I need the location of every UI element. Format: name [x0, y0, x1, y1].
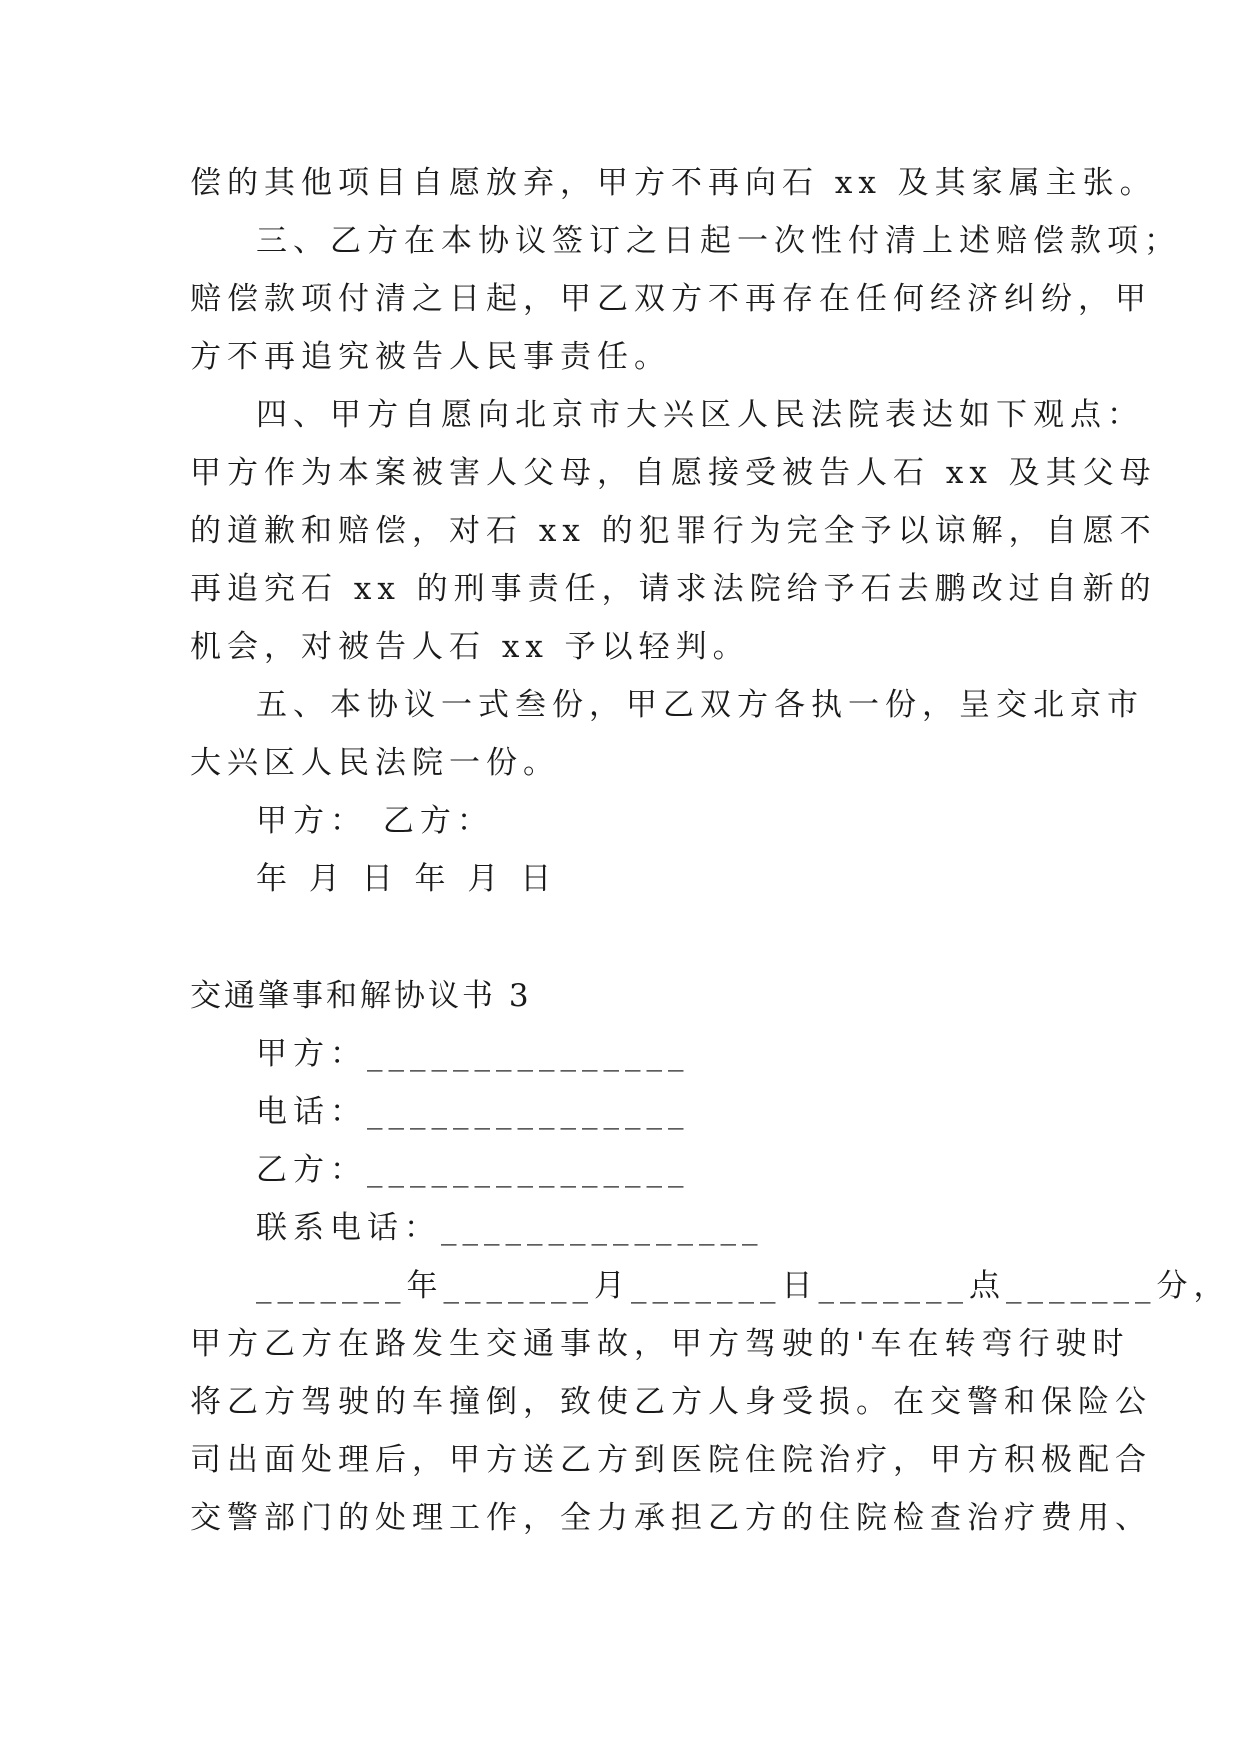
party-a-field: 甲方：_______________: [256, 1036, 690, 1072]
paragraph-line: 大兴区人民法院一份。: [190, 745, 560, 781]
paragraph-line: 交警部门的处理工作，全力承担乙方的住院检查治疗费用、: [190, 1500, 1152, 1536]
paragraph-line: 甲方乙方在路发生交通事故，甲方驾驶的'车在转弯行驶时: [190, 1326, 1130, 1362]
signature-date-line: 年 月 日 年 月 日: [256, 861, 558, 897]
clause-four-line: 四、甲方自愿向北京市大兴区人民法院表达如下观点：: [256, 397, 1144, 433]
clause-five-line: 五、本协议一式叁份，甲乙双方各执一份，呈交北京市: [256, 687, 1144, 723]
contact-phone-field: 联系电话：_______________: [256, 1210, 764, 1246]
agreement-title: 交通肇事和解协议书 3: [190, 978, 532, 1014]
clause-three-line: 三、乙方在本协议签订之日起一次性付清上述赔偿款项；: [256, 223, 1181, 259]
paragraph-line: 再追究石 xx 的刑事责任，请求法院给予石去鹏改过自新的: [190, 571, 1157, 607]
signature-parties-line: 甲方： 乙方：: [256, 803, 494, 839]
paragraph-line: 偿的其他项目自愿放弃，甲方不再向石 xx 及其家属主张。: [190, 165, 1157, 201]
paragraph-line: 甲方作为本案被害人父母，自愿接受被告人石 xx 及其父母: [190, 455, 1157, 491]
phone-field: 电话：_______________: [256, 1094, 690, 1130]
paragraph-line: 机会，对被告人石 xx 予以轻判。: [190, 629, 750, 665]
paragraph-line: 的道歉和赔偿，对石 xx 的犯罪行为完全予以谅解，自愿不: [190, 513, 1157, 549]
party-b-field: 乙方：_______________: [256, 1152, 690, 1188]
paragraph-line: 将乙方驾驶的车撞倒，致使乙方人身受损。在交警和保险公: [190, 1384, 1152, 1420]
paragraph-line: 赔偿款项付清之日起，甲乙双方不再存在任何经济纠纷，甲: [190, 281, 1152, 317]
paragraph-line: 司出面处理后，甲方送乙方到医院住院治疗，甲方积极配合: [190, 1442, 1152, 1478]
paragraph-line: 方不再追究被告人民事责任。: [190, 339, 671, 375]
incident-time-line: _______年_______月_______日_______点_______分，: [256, 1268, 1231, 1304]
